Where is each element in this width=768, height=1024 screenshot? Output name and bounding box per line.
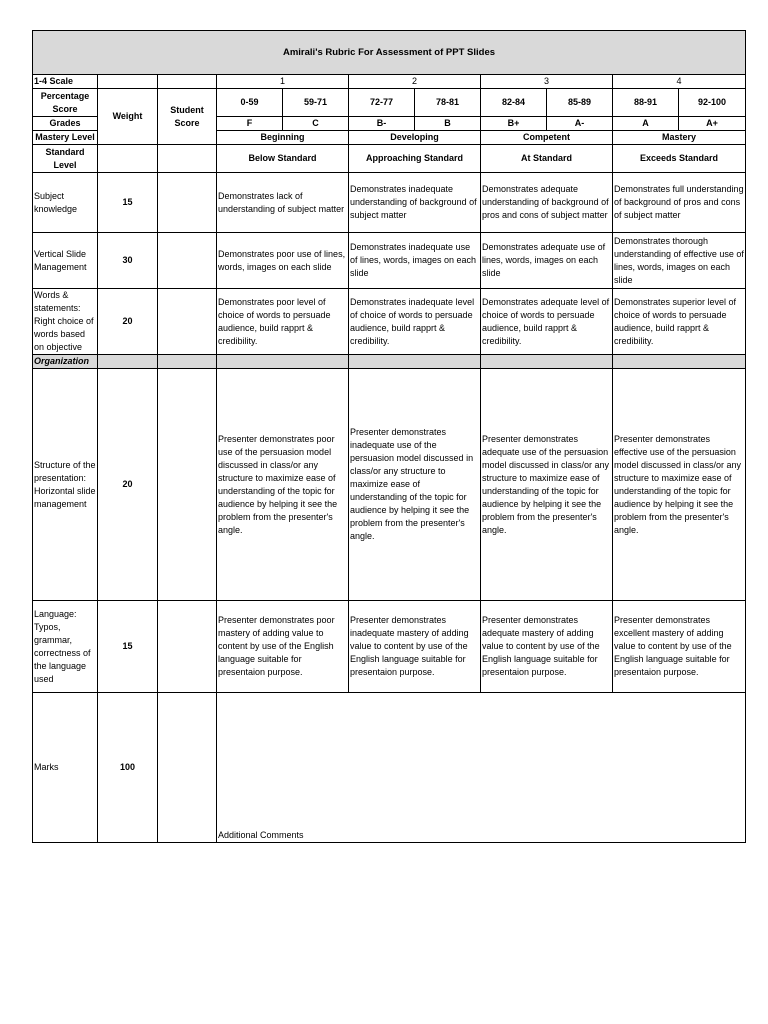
level-description: Demonstrates superior level of choice of words to persuade audience, build rapprt & credibility. (613, 289, 746, 355)
mastery-beginning: Beginning (217, 131, 349, 145)
scale-1: 1 (217, 75, 349, 89)
scale-3: 3 (481, 75, 613, 89)
student-score-header: Student Score (158, 89, 217, 145)
criterion-weight: 30 (98, 233, 158, 289)
percentage-label: Percentage Score (33, 89, 98, 117)
percentage-cell: 0-59 (217, 89, 283, 117)
grade-cell: F (217, 117, 283, 131)
grade-cell: B (415, 117, 481, 131)
criterion-weight: 20 (98, 289, 158, 355)
standard-exceeds: Exceeds Standard (613, 145, 746, 173)
level-description: Demonstrates inadequate use of lines, words, images on each slide (349, 233, 481, 289)
criterion-name: Subject knowledge (33, 173, 98, 233)
criterion-weight: 15 (98, 173, 158, 233)
level-description: Demonstrates inadequate understanding of background of subject matter (349, 173, 481, 233)
level-description: Demonstrates adequate level of choice of words to persuade audience, build rapprt & credibility. (481, 289, 613, 355)
percentage-cell: 88-91 (613, 89, 679, 117)
level-description: Presenter demonstrates poor use of the persuasion model discussed in class/or any structure to maximize ease of understanding of the topic for audience by helping it see the problem from the presenter's angle. (217, 369, 349, 601)
criterion-name: Structure of the presentation: Horizontal slide management (33, 369, 98, 601)
standard-label: Standard Level (33, 145, 98, 173)
grade-cell: A (613, 117, 679, 131)
rubric-title: Amirali's Rubric For Assessment of PPT Slides (33, 31, 746, 75)
level-description: Demonstrates poor use of lines, words, images on each slide (217, 233, 349, 289)
criterion-name: Vertical Slide Management (33, 233, 98, 289)
criterion-weight: 20 (98, 369, 158, 601)
level-description: Demonstrates full understanding of background of pros and cons of subject matter (613, 173, 746, 233)
student-score-cell[interactable] (158, 369, 217, 601)
mastery-label: Mastery Level (33, 131, 98, 145)
level-description: Demonstrates inadequate level of choice of words to persuade audience, build rapprt & credibility. (349, 289, 481, 355)
grade-cell: B- (349, 117, 415, 131)
standard-approaching: Approaching Standard (349, 145, 481, 173)
student-score-cell[interactable] (158, 289, 217, 355)
percentage-cell: 82-84 (481, 89, 547, 117)
scale-4: 4 (613, 75, 746, 89)
level-description: Presenter demonstrates poor mastery of adding value to content by use of the English language suitable for presentaion purpose. (217, 601, 349, 693)
standard-below: Below Standard (217, 145, 349, 173)
level-description: Presenter demonstrates inadequate mastery of adding value to content by use of the English language suitable for presentaion purpose. (349, 601, 481, 693)
scale-label: 1-4 Scale (33, 75, 98, 89)
level-description: Demonstrates poor level of choice of words to persuade audience, build rapprt & credibility. (217, 289, 349, 355)
weight-header: Weight (98, 89, 158, 145)
level-description: Presenter demonstrates adequate mastery of adding value to content by use of the English language suitable for presentaion purpose. (481, 601, 613, 693)
grade-cell: A- (547, 117, 613, 131)
criterion-weight: 15 (98, 601, 158, 693)
percentage-cell: 92-100 (679, 89, 746, 117)
percentage-cell: 78-81 (415, 89, 481, 117)
grade-cell: C (283, 117, 349, 131)
level-description: Demonstrates lack of understanding of subject matter (217, 173, 349, 233)
marks-total: 100 (98, 693, 158, 843)
percentage-cell: 59-71 (283, 89, 349, 117)
level-description: Presenter demonstrates inadequate use of the persuasion model discussed in class/or any structure to maximize ease of understanding of the topic for audience by helping it see the problem from the presenter's angle. (349, 369, 481, 601)
level-description: Demonstrates adequate understanding of background of pros and cons of subject matter (481, 173, 613, 233)
grades-label: Grades (33, 117, 98, 131)
criterion-name: Words & statements: Right choice of words based on objective (33, 289, 98, 355)
percentage-cell: 85-89 (547, 89, 613, 117)
student-score-cell[interactable] (158, 601, 217, 693)
mastery-developing: Developing (349, 131, 481, 145)
criterion-name: Language: Typos, grammar, correctness of the language used (33, 601, 98, 693)
section-organization: Organization (33, 355, 98, 369)
student-score-cell[interactable] (158, 173, 217, 233)
mastery-competent: Competent (481, 131, 613, 145)
level-description: Demonstrates thorough understanding of effective use of lines, words, images on each slide (613, 233, 746, 289)
level-description: Presenter demonstrates excellent mastery of adding value to content by use of the English language suitable for presentaion purpose. (613, 601, 746, 693)
additional-comments[interactable]: Additional Comments (217, 693, 746, 843)
level-description: Presenter demonstrates effective use of the persuasion model discussed in class/or any structure to maximize ease of understanding of the topic for audience by helping it see the problem from the presenter's angle. (613, 369, 746, 601)
level-description: Presenter demonstrates adequate use of the persuasion model discussed in class/or any structure to maximize ease of understanding of the topic for audience by helping it see the problem from the presenter's angle. (481, 369, 613, 601)
scale-2: 2 (349, 75, 481, 89)
marks-label: Marks (33, 693, 98, 843)
student-score-cell[interactable] (158, 233, 217, 289)
percentage-cell: 72-77 (349, 89, 415, 117)
mastery-mastery: Mastery (613, 131, 746, 145)
rubric-table (32, 30, 746, 843)
student-total-score-cell[interactable] (158, 693, 217, 843)
grade-cell: A+ (679, 117, 746, 131)
standard-at: At Standard (481, 145, 613, 173)
level-description: Demonstrates adequate use of lines, words, images on each slide (481, 233, 613, 289)
grade-cell: B+ (481, 117, 547, 131)
